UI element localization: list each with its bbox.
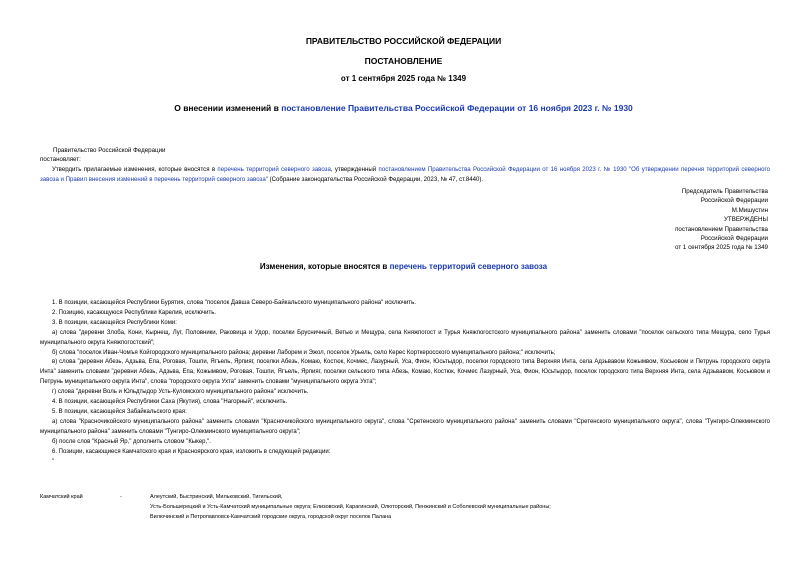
list-item: " — [52, 458, 55, 465]
intro-line-2: постановляет: — [40, 156, 81, 163]
document-title — [0, 103, 807, 113]
approval-line-3: Российской Федерации — [700, 235, 768, 243]
list-item: 3. В позиции, касающейся Республики Коми: — [52, 319, 177, 326]
table-dash-cell: - — [120, 494, 122, 500]
approval-line-2: постановлением Правительства — [675, 225, 768, 233]
table-region-cell: Камчатский край — [40, 494, 83, 500]
title-link[interactable]: постановление Правительства Российской Федерации от 16 ноября 2023 г. № 1930 — [281, 103, 633, 113]
list-item: 6. Позиции, касающиеся Камчатского края и Красноярского края, изложить в следующей редакции: — [52, 448, 331, 455]
date-number-heading: от 1 сентября 2025 года № 1349 — [340, 74, 467, 83]
signature-line-3: М.Мишустин — [731, 206, 768, 214]
table-line: Вилючинский и Петропавловск-Камчатский городские округа, городской округ поселок Палана — [150, 514, 392, 520]
signature-block — [675, 187, 768, 253]
intro-text-a: Утвердить прилагаемые изменения, которые вносятся в — [52, 166, 218, 173]
list-item: 5. В позиции, касающейся Забайкальского края: — [52, 408, 187, 415]
list-item: 1. В позиции, касающейся Республики Бурятия, слова "поселок Давша Северо-Байкальского муниципального района" исключить. — [52, 300, 416, 306]
list-item: в) слова "деревни Абезь, Адзьва, Епа, Роговая, Тошпи, Ягъель, Ярпияг, поселки Абезь, Комаю, Костюк, Кочмес, Лазурный, Уса, Фион, Юсьтыдор, поселки городского типа Верхняя Инта, села Адзьвавом Кожымвом, Косьювом и Петрунь городского округа Инта" заменить словами "деревни Абезь, Адзьва, Епа, Кожымвом, Роговая, Тошпи, Ягъель, Ярпияг, поселки сельского типа Абезь, Комаю, Костюк, Кочмес Лазурный, Уса, Фион, Юсьтыдор, поселок городского типа Верхняя Инта, села Адзьвавом, Косьювом и Петрунь муниципального округа Инта", слова "городского округа Ухта" заменить словами "муниципального округа Ухта"; — [40, 359, 770, 386]
list-item: а) слова "Красночикойского муниципального района" заменить словами "Красночикойского муниципального округа", слова "Сретенского муниципального района" заменить словами "Сретенского муниципального округа", слова "Тунгиро-Олекминского муниципального района" заменить словами "Тунгиро-Олекминского муниципального округа"; — [40, 418, 770, 435]
changes-title — [0, 262, 807, 271]
list-item: б) после слов "Красный Яр," дополнить словом "Кыкер,". — [52, 438, 211, 445]
changes-title-prefix: Изменения, которые вносятся в — [259, 262, 390, 271]
signature-line-1: Председатель Правительства — [681, 188, 768, 195]
list-item: 2. Позицию, касающуюся Республики Карелия, исключить. — [52, 309, 217, 316]
list-item: а) слова "деревни Злоба, Кони, Кырнещ, Луг, Половники, Раковица и Удор, поселки Брусничный, Ветью и Мещура, села Княжпогост и Турья Княжпогостского муниципального района" заменить словами "поселок сельского типа Мещура, село Турья муниципального округа Княжпогостский"; — [40, 329, 770, 346]
list-item: г) слова "деревни Воль и Юльдтыдор Усть-Куломского муниципального района" исключить. — [52, 389, 309, 396]
list-item: б) слова "поселок Иван-Чомъя Койгородского муниципального района; деревни Лаборем и Эжол, поселок Урьель, село Керес Корткеросского муниципального района;" исключить; — [52, 349, 556, 356]
changes-list — [40, 299, 770, 467]
table-line: Алеутский, Быстринский, Мильковский, Тигильский, — [150, 494, 283, 500]
table-line: Усть-Большерецкий и Усть-Камчатский муниципальные округа; Елизовский, Карагинский, Олюторский, Пенжинский и Соболевский муниципальные районы; — [150, 504, 551, 510]
government-heading: ПРАВИТЕЛЬСТВО РОССИЙСКОЙ ФЕДЕРАЦИИ — [305, 36, 502, 46]
approval-line-1: УТВЕРЖДЕНЫ — [724, 216, 768, 224]
doc-type-heading: ПОСТАНОВЛЕНИЕ — [364, 56, 443, 66]
approval-line-4: от 1 сентября 2025 года № 1349 — [675, 244, 768, 252]
intro-text-b: , утвержденный — [330, 166, 379, 173]
intro-link-decree[interactable]: постановлением Правительства Российской Федерации от 16 ноября 2023 г. № 1930 "Об утверждении перечня территорий северного завоза и Правил внесения изменений в перечень территорий северного завоза" — [40, 166, 770, 183]
changes-title-link[interactable]: перечень территорий северного завоза — [389, 262, 548, 271]
title-prefix: О внесении изменений в — [174, 103, 282, 113]
signature-line-2: Российской Федерации — [700, 197, 768, 205]
intro-line-1: Правительство Российской Федерации — [53, 147, 166, 154]
intro-paragraph — [40, 165, 770, 184]
list-item: 4. В позиции, касающейся Республики Саха (Якутия), слова "Нагорный", исключить. — [52, 399, 288, 406]
table-territories-cell — [150, 492, 750, 522]
intro-link-list[interactable]: перечень территорий северного завоза — [217, 166, 331, 173]
intro-text-c: (Собрание законодательства Российской Федерации, 2023, № 47, ст.8440). — [267, 175, 484, 183]
